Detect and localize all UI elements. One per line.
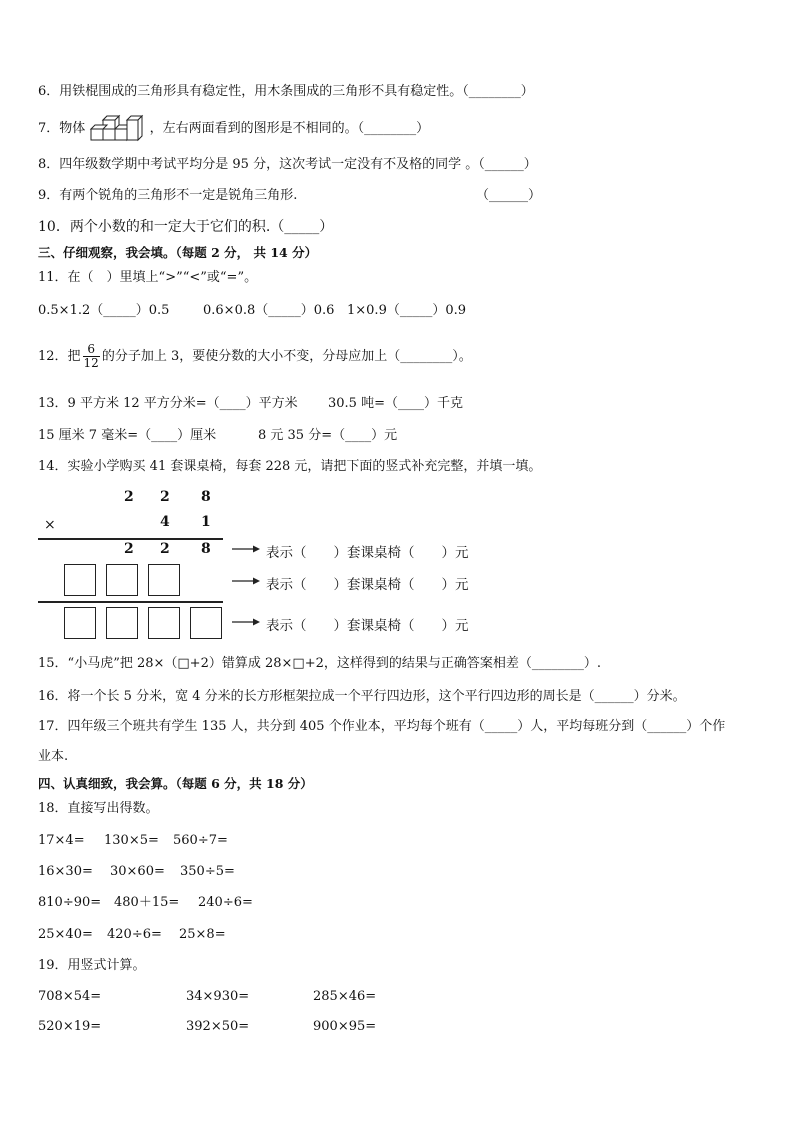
question-7 [38, 121, 429, 137]
q11-item-3: 1×0.9（_____）0.9 [347, 303, 467, 318]
right-arrow-icon [232, 544, 260, 554]
question-16: 16．将一个长 5 分米，宽 4 分米的长方形框架拉成一个平行四边形，这个平行四边形的周长是（______）分米。 [38, 689, 686, 704]
q11-item-2: 0.6×0.8（_____）0.6 [203, 303, 335, 318]
divider-line [38, 601, 223, 603]
answer-box[interactable] [106, 564, 138, 596]
times-sign: × [44, 517, 56, 533]
calc-item: 17×4= [38, 833, 85, 848]
calc-item: 560÷7= [173, 833, 228, 848]
cubes-figure-icon [89, 112, 145, 142]
question-11: 11．在（ ）里填上“>”“<”或“=”。 [38, 270, 258, 285]
right-arrow-icon [232, 617, 260, 627]
question-15: 15．“小马虎”把 28×（□+2）错算成 28×□+2，这样得到的结果与正确答案相差（________）. [38, 656, 601, 671]
fraction-denominator: 12 [83, 356, 99, 370]
multiplicand-digit: 8 [201, 489, 211, 505]
partial-product-digit: 8 [201, 541, 211, 557]
fraction [83, 343, 100, 370]
question-9: 9．有两个锐角的三角形不一定是锐角三角形. [38, 188, 298, 203]
answer-box[interactable] [64, 607, 96, 639]
divider-line [38, 538, 223, 540]
q11-item-1: 0.5×1.2（_____）0.5 [38, 303, 170, 318]
question-17: 17．四年级三个班共有学生 135 人，共分到 405 个作业本，平均每个班有（_____）人，平均每班分到（______）个作 [38, 719, 726, 734]
fraction-numerator: 6 [83, 343, 100, 357]
q13-item-2: 30.5 吨=（____）千克 [328, 396, 463, 411]
calc-item: 392×50= [186, 1019, 250, 1034]
calc-item: 520×19= [38, 1019, 102, 1034]
q13-item-3: 15 厘米 7 毫米=（____）厘米 [38, 428, 217, 443]
calc-item: 420÷6= [107, 927, 162, 942]
calc-item: 480＋15= [114, 895, 180, 910]
question-10: 10．两个小数的和一定大于它们的积.（_____） [38, 219, 334, 235]
calc-item: 25×40= [38, 927, 93, 942]
calc-item: 285×46= [313, 989, 377, 1004]
calc-item: 350÷5= [180, 864, 235, 879]
calc-item: 240÷6= [198, 895, 253, 910]
question-17-cont: 业本. [38, 749, 69, 764]
answer-box[interactable] [64, 564, 96, 596]
question-18: 18．直接写出得数。 [38, 801, 159, 816]
question-9-blank: （______） [476, 188, 542, 203]
q13-item-4: 8 元 35 分=（____）元 [258, 428, 398, 443]
calc-item: 30×60= [110, 864, 165, 879]
section-3-heading: 三、仔细观察，我会填。（每题 2 分， 共 14 分） [38, 245, 318, 260]
question-8: 8．四年级数学期中考试平均分是 95 分，这次考试一定没有不及格的同学 。（______） [38, 157, 537, 172]
question-19: 19．用竖式计算。 [38, 958, 146, 973]
calc-item: 34×930= [186, 989, 250, 1004]
calc-item: 16×30= [38, 864, 93, 879]
section-4-heading: 四、认真细致，我会算。（每题 6 分，共 18 分） [38, 776, 313, 791]
multiplier-digit: 4 [160, 514, 170, 530]
right-arrow-icon [232, 576, 260, 586]
calc-item: 708×54= [38, 989, 102, 1004]
question-6: 6．用铁棍围成的三角形具有稳定性，用木条围成的三角形不具有稳定性。（________） [38, 84, 534, 99]
q13-item-1: 13．9 平方米 12 平方分米=（____）平方米 [38, 396, 298, 411]
question-14: 14．实验小学购买 41 套课桌椅，每套 228 元，请把下面的竖式补充完整，并填一填。 [38, 459, 542, 474]
answer-box[interactable] [106, 607, 138, 639]
question-12-suffix: 的分子加上 3，要使分数的大小不变，分母应加上（________）。 [101, 349, 472, 364]
multiplicand-digit: 2 [124, 489, 134, 505]
multiplier-digit: 1 [201, 514, 211, 530]
partial-product-digit: 2 [124, 541, 134, 557]
question-7-prefix: 7．物体 [38, 121, 86, 136]
calc-item: 25×8= [179, 927, 226, 942]
calc-item: 810÷90= [38, 895, 102, 910]
answer-box[interactable] [148, 607, 180, 639]
annotation-total: 表示（ ）套课桌椅（ ）元 [266, 618, 469, 634]
calc-item: 900×95= [313, 1019, 377, 1034]
multiplicand-digit: 2 [160, 489, 170, 505]
annotation-partial-2: 表示（ ）套课桌椅（ ）元 [266, 577, 469, 593]
partial-product-digit: 2 [160, 541, 170, 557]
question-12 [38, 342, 472, 372]
answer-box[interactable] [190, 607, 222, 639]
answer-box[interactable] [148, 564, 180, 596]
calc-item: 130×5= [104, 833, 159, 848]
question-12-prefix: 12．把 [38, 349, 81, 364]
question-7-suffix: ，左右两面看到的图形是不相同的。（________） [149, 121, 430, 136]
annotation-partial-1: 表示（ ）套课桌椅（ ）元 [266, 545, 469, 561]
